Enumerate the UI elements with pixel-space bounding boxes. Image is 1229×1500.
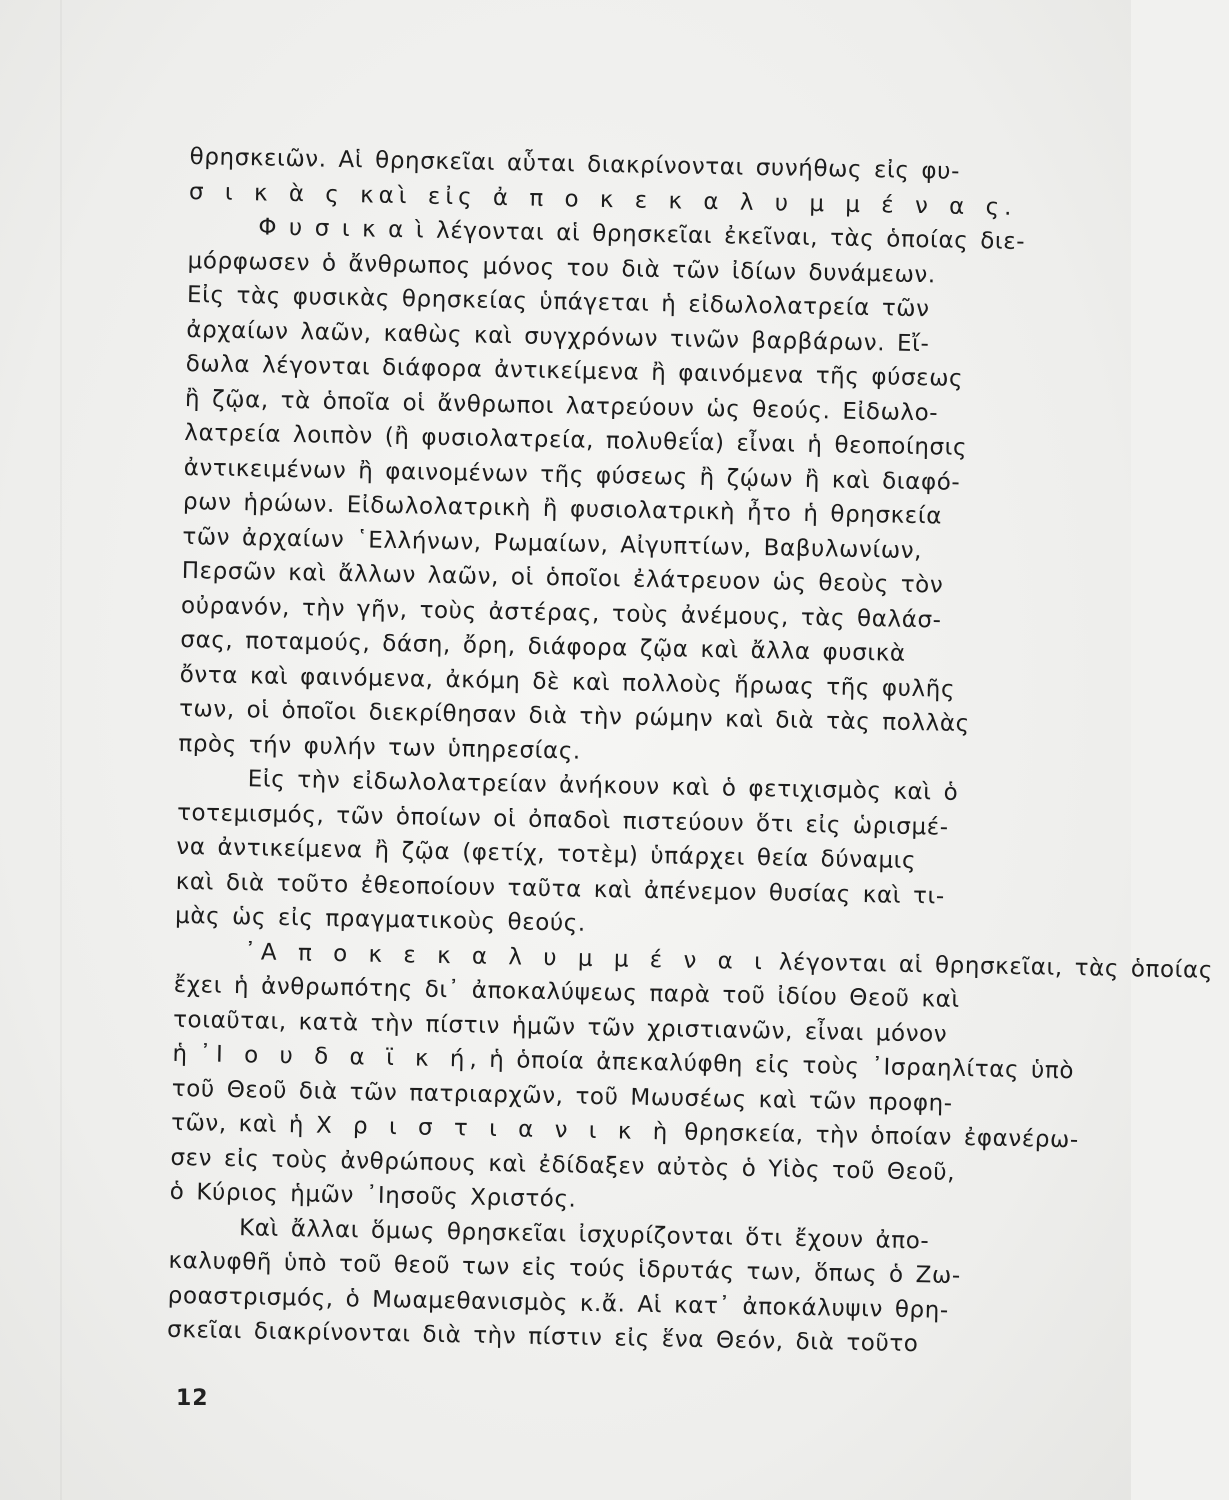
text-line: ἀντικειμένων ἢ φαινομένων τῆς φύσεως ἢ ζῴων ἢ καὶ διαφό- — [183, 454, 961, 496]
paragraph-start-line: Καὶ ἄλλαι ὅμως θρησκεῖαι ἰσχυρίζονται ὅτι ἔχουν ἀπο- — [238, 1214, 930, 1254]
text-line: δωλα λέγονται διάφορα ἀντικείμενα ἢ φαινόμενα τῆς φύσεως — [185, 350, 964, 392]
text-line: μόρφωσεν ὁ ἄνθρωπος μόνος του διὰ τῶν ἰδίων δυνάμεων. — [187, 247, 937, 288]
text-line: Εἰς τὰς φυσικὰς θρησκείας ὑπάγεται ἡ εἰδωλολατρεία τῶν — [186, 281, 930, 323]
text-line: ἡ ᾿Ι ο υ δ α ϊ κ ή, ἡ ὁποία ἀπεκαλύφθη εἰς τοὺς ᾿Ισραηλίτας ὑπὸ — [172, 1040, 1075, 1085]
text-line: μὰς ὡς εἰς πραγματικοὺς θεούς. — [174, 902, 587, 937]
text-line: σας, ποταμούς, δάση, ὄρη, διάφορα ζῷα καὶ ἄλλα φυσικὰ — [180, 626, 906, 667]
text-line: οὐρανόν, τὴν γῆν, τοὺς ἀστέρας, τοὺς ἀνέμους, τὰς θαλάσ- — [180, 592, 942, 634]
paragraph-start-line: ᾿Α π ο κ ε κ α λ υ μ μ έ ν α ι λέγονται αἱ θρησκεῖαι, τὰς ὁποίας — [244, 938, 1214, 984]
text-line: σκεῖαι διακρίνονται διὰ τὴν πίστιν εἰς ἕνα Θεόν, διὰ τοῦτο — [166, 1316, 919, 1358]
page-crease — [60, 0, 62, 1500]
emphasized-term: Χ ρ ι σ τ ι α ν ι κ ὴ — [315, 1112, 673, 1146]
text-line: θρησκειῶν. Αἱ θρησκεῖαι αὗται διακρίνονται συνήθως εἰς φυ- — [189, 143, 961, 185]
paragraph-start-line: Εἰς τὴν εἰδωλολατρείαν ἀνήκουν καὶ ὁ φετιχισμὸς καὶ ὁ — [247, 766, 959, 806]
text-line: σ ι κ ὰ ς καὶ εἰς ἀ π ο κ ε κ α λ υ μ μ έ ν α ς. — [188, 178, 1017, 221]
paragraph-start-line: Φ υ σ ι κ α ὶ λέγονται αἱ θρησκεῖαι ἐκεῖναι, τὰς ὁποίας διε- — [258, 214, 1026, 256]
text-line: ὄντα καὶ φαινόμενα, ἀκόμη δὲ καὶ πολλοὺς ἥρωας τῆς φυλῆς — [179, 661, 956, 703]
text-line: να ἀντικείμενα ἢ ζῷα (φετίχ, τοτὲμ) ὑπάρχει θεία δύναμις — [176, 833, 917, 875]
text-line: Περσῶν καὶ ἄλλων λαῶν, οἱ ὁποῖοι ἐλάτρευον ὡς θεοὺς τὸν — [181, 557, 944, 599]
emphasized-term: ᾿Ι ο υ δ α ϊ κ ή — [199, 1041, 470, 1073]
text-line: ρων ἡρώων. Εἰδωλολατρικὴ ἢ φυσιολατρικὴ ἦτο ἡ θρησκεία — [182, 488, 943, 530]
text-line: τῶν, καὶ ἡ Χ ρ ι σ τ ι α ν ι κ ὴ θρησκεία, τὴν ὁποίαν ἐφανέρω- — [170, 1109, 1080, 1154]
text-line: ἢ ζῷα, τὰ ὁποῖα οἱ ἄνθρωποι λατρεύουν ὡς θεούς. Εἰδωλο- — [184, 385, 939, 426]
text-line: σεν εἰς τοὺς ἀνθρώπους καὶ ἐδίδαξεν αὐτὸς ὁ Υἱὸς τοῦ Θεοῦ, — [170, 1144, 956, 1186]
text-line: ἔχει ἡ ἀνθρωπότης δι᾿ ἀποκαλύψεως παρὰ τοῦ ἰδίου Θεοῦ καὶ — [173, 971, 961, 1013]
text-line: ροαστρισμός, ὁ Μωαμεθανισμὸς κ.ἄ. Αἱ κατ᾿ ἀποκάλυψιν θρη- — [167, 1282, 950, 1324]
text-line: τῶν ἀρχαίων ῾Ελλήνων, Ρωμαίων, Αἰγυπτίων, Βαβυλωνίων, — [182, 523, 923, 564]
emphasized-term: ἀ π ο κ ε κ α λ υ μ μ έ ν α ς. — [492, 184, 1017, 221]
text-line: ἀρχαίων λαῶν, καθὼς καὶ συγχρόνων τινῶν βαρβάρων. Εἴ- — [186, 316, 930, 357]
text-line: τοιαῦται, κατὰ τὴν πίστιν ἡμῶν τῶν χριστιανῶν, εἶναι μόνον — [172, 1006, 948, 1048]
emphasized-term: ᾿Α π ο κ ε κ α λ υ μ μ έ ν α ι — [244, 938, 768, 975]
text-line: καλυφθῆ ὑπὸ τοῦ θεοῦ των εἰς τούς ἱδρυτάς των, ὅπως ὁ Ζω- — [168, 1247, 962, 1290]
page-number: 12 — [176, 1386, 209, 1411]
text-line: καὶ διὰ τοῦτο ἐθεοποίουν ταῦτα καὶ ἀπένεμον θυσίας καὶ τι- — [175, 868, 945, 910]
body-text — [166, 140, 1214, 1363]
text-line: πρὸς τήν φυλήν των ὑπηρεσίας. — [178, 730, 582, 765]
text-line: των, οἱ ὁποῖοι διεκρίθησαν διὰ τὴν ρώμην καὶ διὰ τὰς πολλὰς — [178, 695, 970, 738]
text-line: τοτεμισμός, τῶν ὁποίων οἱ ὀπαδοὶ πιστεύουν ὅτι εἰς ὡρισμέ- — [176, 799, 949, 841]
text-line: λατρεία λοιπὸν (ἢ φυσιολατρεία, πολυθεΐα) εἶναι ἡ θεοποίησις — [184, 419, 968, 461]
text-line: τοῦ Θεοῦ διὰ τῶν πατριαρχῶν, τοῦ Μωυσέως καὶ τῶν προφη- — [171, 1075, 953, 1117]
text-line: ὁ Κύριος ἡμῶν ᾿Ιησοῦς Χριστός. — [169, 1178, 577, 1213]
